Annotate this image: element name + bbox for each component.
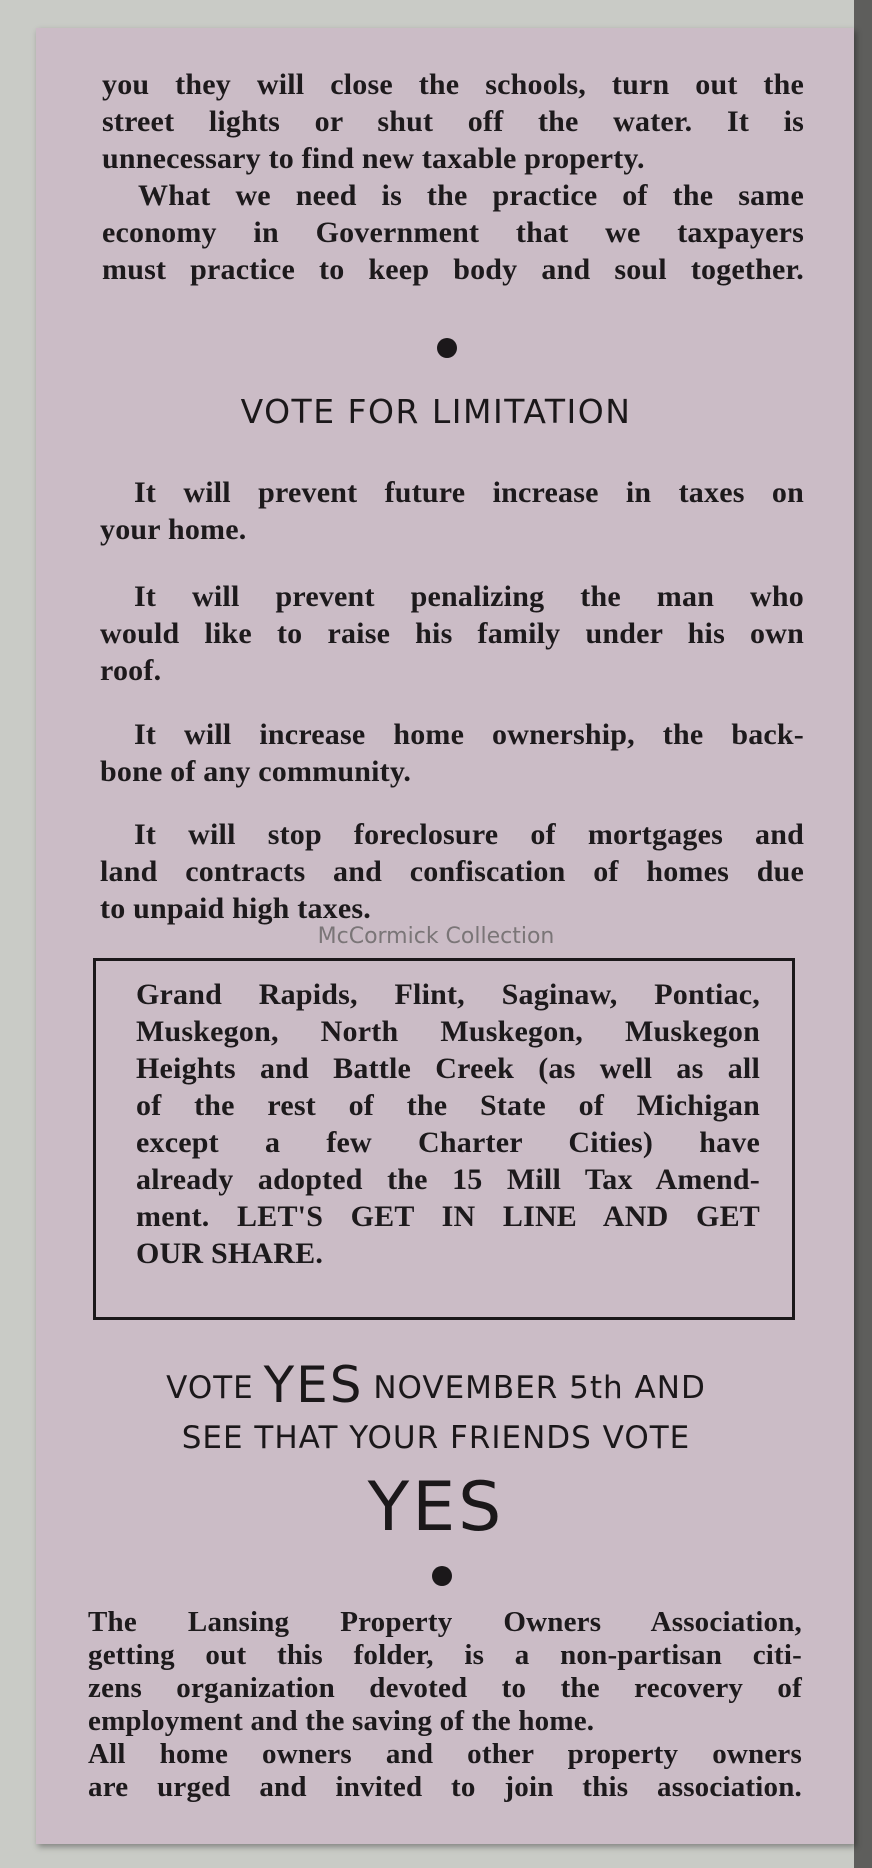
vote-date: NOVEMBER 5th AND xyxy=(373,1370,706,1406)
bullet-dot-icon xyxy=(432,1566,452,1586)
footer-paragraph xyxy=(88,1606,802,1804)
notice-line-5: except a few Charter Cities) have xyxy=(136,1126,760,1159)
collection-watermark: McCormick Collection xyxy=(317,924,555,949)
footer-line-6: are urged and invited to join this association. xyxy=(88,1771,802,1803)
point-3-line-2: bone of any community. xyxy=(100,755,412,788)
footer-line-1: The Lansing Property Owners Association, xyxy=(88,1606,802,1638)
notice-line-8: OUR SHARE. xyxy=(136,1237,324,1270)
vote-line-1 xyxy=(0,1356,872,1414)
point-2-line-3: roof. xyxy=(100,654,162,687)
point-4-line-1: It will stop foreclosure of mortgages and xyxy=(134,818,804,851)
point-4 xyxy=(100,816,804,927)
vote-prefix: VOTE xyxy=(166,1370,254,1406)
point-2 xyxy=(100,578,804,689)
point-2-line-1: It will prevent penalizing the man who xyxy=(134,580,804,613)
intro-line-6: must practice to keep body and soul together. xyxy=(102,253,804,286)
point-1-line-2: your home. xyxy=(100,513,247,546)
intro-line-2: street lights or shut off the water. It is xyxy=(102,105,804,138)
footer-line-2: getting out this folder, is a non-partisan citi- xyxy=(88,1639,802,1671)
intro-line-3: unnecessary to find new taxable property. xyxy=(102,142,645,175)
point-2-line-2: would like to raise his family under his own xyxy=(100,617,804,650)
intro-line-4: What we need is the practice of the same xyxy=(138,179,804,212)
point-3 xyxy=(100,716,804,790)
notice-line-3: Heights and Battle Creek (as well as all xyxy=(136,1052,760,1085)
footer-line-3: zens organization devoted to the recovery of xyxy=(88,1672,802,1704)
point-4-line-2: land contracts and confiscation of homes due xyxy=(100,855,804,888)
section-heading: VOTE FOR LIMITATION xyxy=(240,392,632,431)
point-4-line-3: to unpaid high taxes. xyxy=(100,892,371,925)
notice-line-2: Muskegon, North Muskegon, Muskegon xyxy=(136,1015,760,1048)
intro-paragraph xyxy=(102,66,804,288)
intro-line-1: you they will close the schools, turn out the xyxy=(102,68,804,101)
notice-line-4: of the rest of the State of Michigan xyxy=(136,1089,760,1122)
notice-line-6: already adopted the 15 Mill Tax Amend- xyxy=(136,1163,760,1196)
notice-text xyxy=(136,976,760,1272)
notice-line-1: Grand Rapids, Flint, Saginaw, Pontiac, xyxy=(136,978,760,1011)
notice-line-7: ment. LET'S GET IN LINE AND GET xyxy=(136,1200,760,1233)
footer-line-5: All home owners and other property owners xyxy=(88,1738,802,1770)
point-3-line-1: It will increase home ownership, the back- xyxy=(134,718,804,751)
point-1 xyxy=(100,474,804,548)
bullet-dot-icon xyxy=(437,338,457,358)
vote-yes-large: YES xyxy=(367,1468,505,1547)
vote-line-2: SEE THAT YOUR FRIENDS VOTE xyxy=(181,1420,691,1456)
point-1-line-1: It will prevent future increase in taxes on xyxy=(134,476,804,509)
footer-line-4: employment and the saving of the home. xyxy=(88,1705,595,1737)
vote-yes-emphasis: YES xyxy=(263,1356,364,1414)
intro-line-5: economy in Government that we taxpayers xyxy=(102,216,804,249)
